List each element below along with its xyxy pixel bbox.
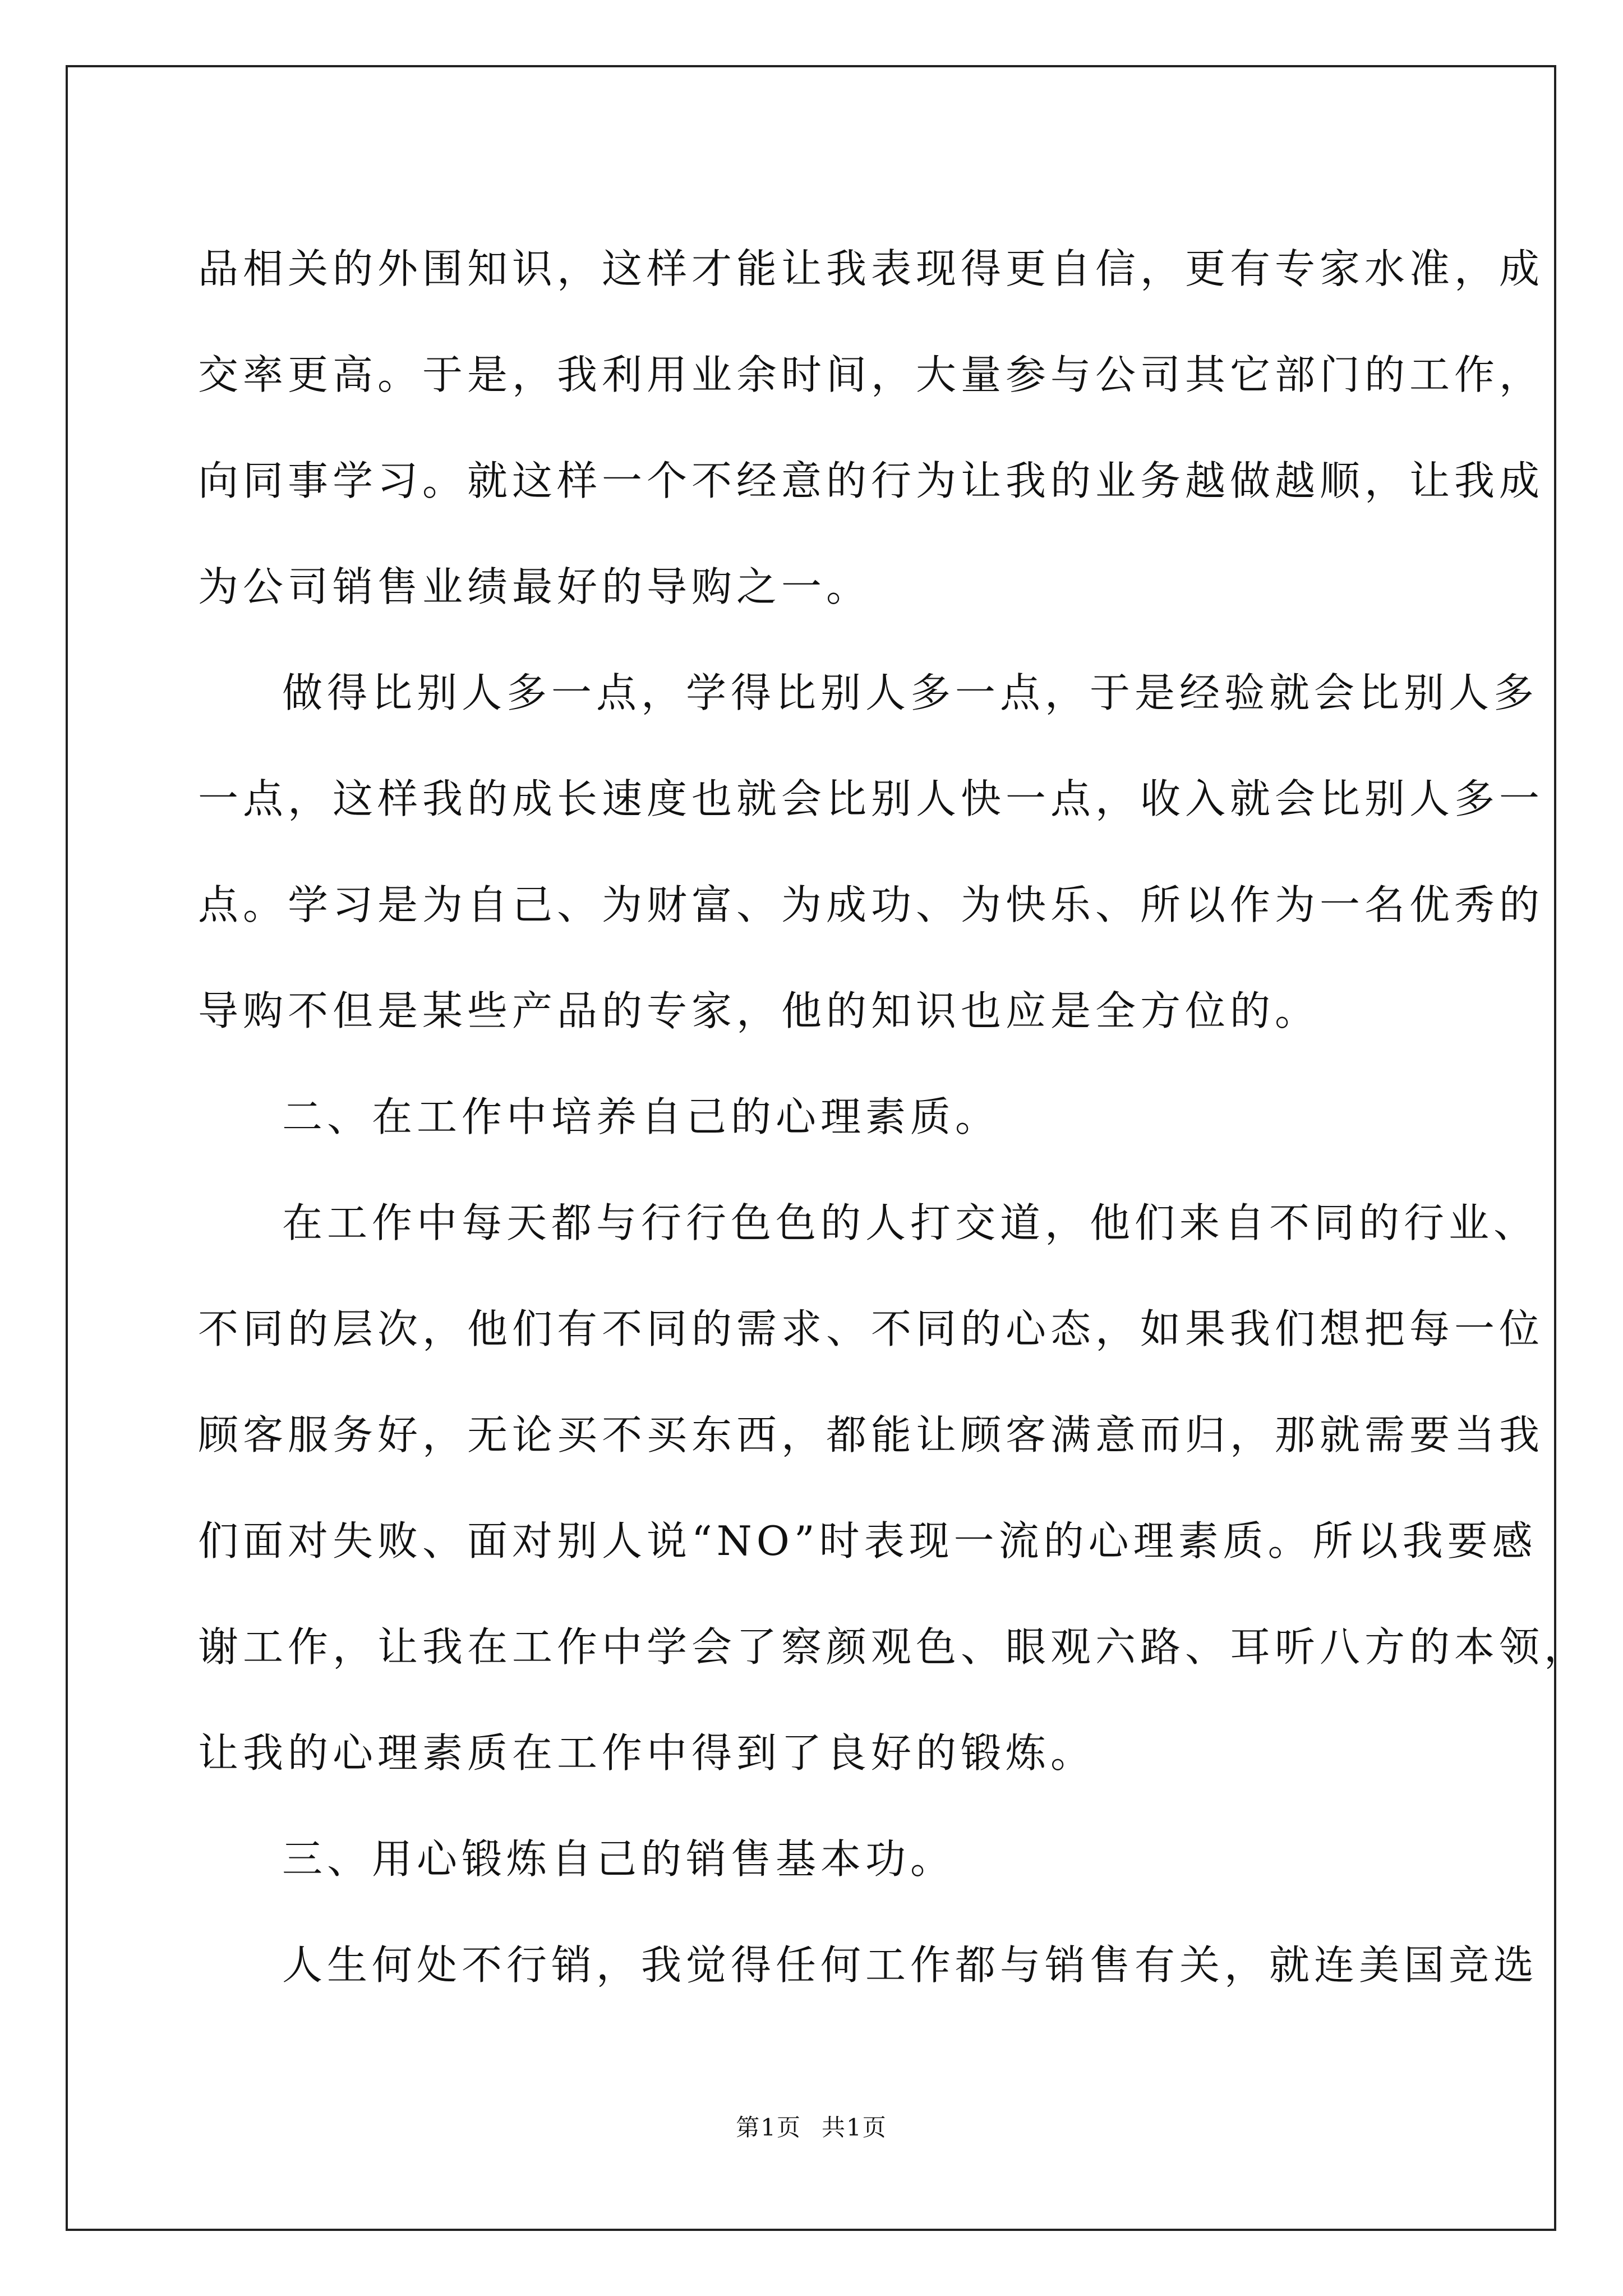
- text-line: 品相关的外围知识，这样才能让我表现得更自信，更有专家水准，成: [198, 245, 1544, 292]
- paragraph-1: [198, 216, 1544, 640]
- text-line: 不同的层次，他们有不同的需求、不同的心态，如果我们想把每一位: [198, 1305, 1544, 1352]
- text-line: 交率更高。于是，我利用业余时间，大量参与公司其它部门的工作，: [198, 351, 1544, 398]
- text-line: 们面对失败、面对别人说“NO”时表现一流的心理素质。所以我要感: [198, 1517, 1537, 1565]
- text-line: 顾客服务好，无论买不买东西，都能让顾客满意而归，那就需要当我: [198, 1411, 1544, 1458]
- text-line: 人生何处不行销，我觉得任何工作都与销售有关，就连美国竞选: [282, 1941, 1539, 1989]
- text-line: 二、在工作中培养自己的心理素质。: [282, 1093, 1000, 1140]
- paragraph-2: [198, 640, 1544, 1064]
- text-line: 在工作中每天都与行行色色的人打交道，他们来自不同的行业、: [282, 1199, 1539, 1246]
- section-heading-3: [198, 1806, 1434, 1912]
- document-body: [198, 216, 1589, 2018]
- text-line: 导购不但是某些产品的专家，他的知识也应是全方位的。: [198, 987, 1320, 1034]
- text-line: 做得比别人多一点，学得比别人多一点，于是经验就会比别人多: [282, 669, 1539, 716]
- text-line: 向同事学习。就这样一个不经意的行为让我的业务越做越顺，让我成: [198, 457, 1544, 504]
- text-line: 点。学习是为自己、为财富、为成功、为快乐、所以作为一名优秀的: [198, 881, 1544, 928]
- page-total: 共1页: [822, 2114, 887, 2141]
- text-line: 为公司销售业绩最好的导购之一。: [198, 563, 872, 610]
- paragraph-4: [198, 1912, 1539, 2018]
- paragraph-3: [198, 1170, 1589, 1806]
- text-line: 让我的心理素质在工作中得到了良好的锻炼。: [198, 1729, 1096, 1777]
- page-footer: [0, 2109, 1623, 2143]
- text-line: 一点，这样我的成长速度也就会比别人快一点，收入就会比别人多一: [198, 775, 1544, 822]
- page-number: 第1页: [736, 2114, 801, 2141]
- section-heading-2: [198, 1064, 1434, 1170]
- text-line: 三、用心锻炼自己的销售基本功。: [282, 1835, 956, 1883]
- text-line: 谢工作，让我在工作中学会了察颜观色、眼观六路、耳听八方的本领，: [198, 1623, 1589, 1671]
